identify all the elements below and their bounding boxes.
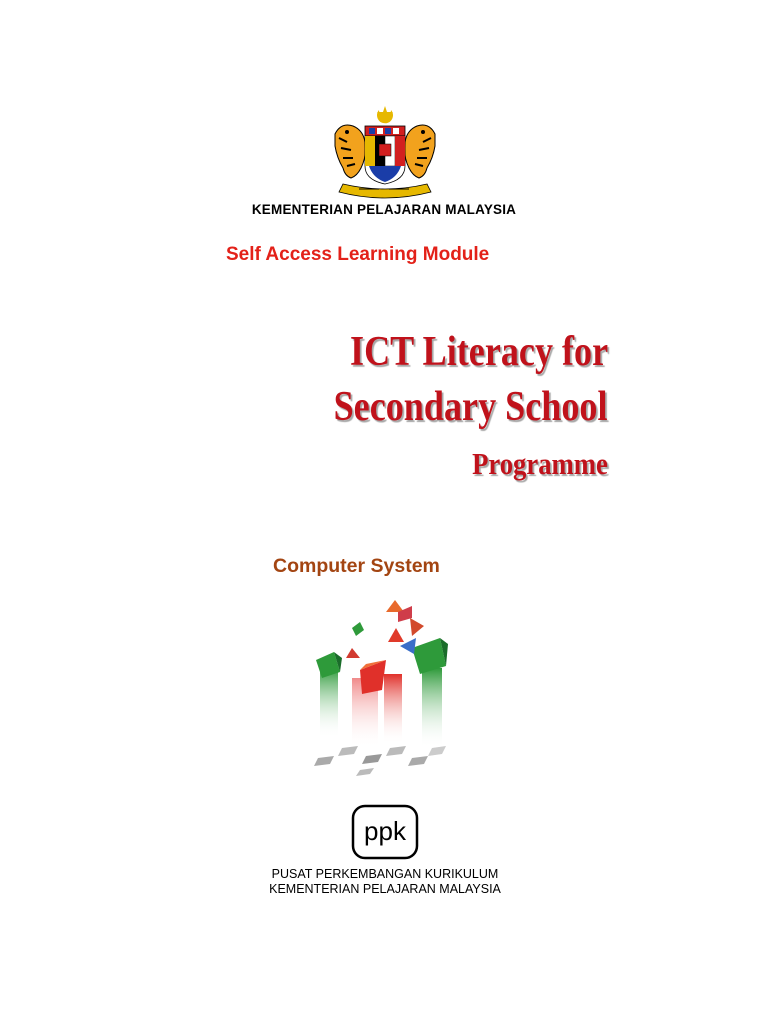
coat-of-arms-emblem (325, 104, 445, 200)
ppk-logo (351, 804, 419, 860)
title-line-2: Secondary School (334, 384, 608, 430)
module-label: Self Access Learning Module (226, 244, 490, 265)
svg-text:ppk: ppk (364, 816, 406, 846)
subject-heading: Computer System (273, 555, 440, 577)
title-line-3: Programme (472, 446, 608, 481)
shapes-illustration (300, 598, 470, 778)
ministry-heading: KEMENTERIAN PELAJARAN MALAYSIA (251, 202, 517, 217)
footer-line-1: PUSAT PERKEMBANGAN KURIKULUM (271, 867, 499, 881)
title-line-1: ICT Literacy for (349, 329, 608, 375)
footer-line-2: KEMENTERIAN PELAJARAN MALAYSIA (269, 882, 501, 896)
